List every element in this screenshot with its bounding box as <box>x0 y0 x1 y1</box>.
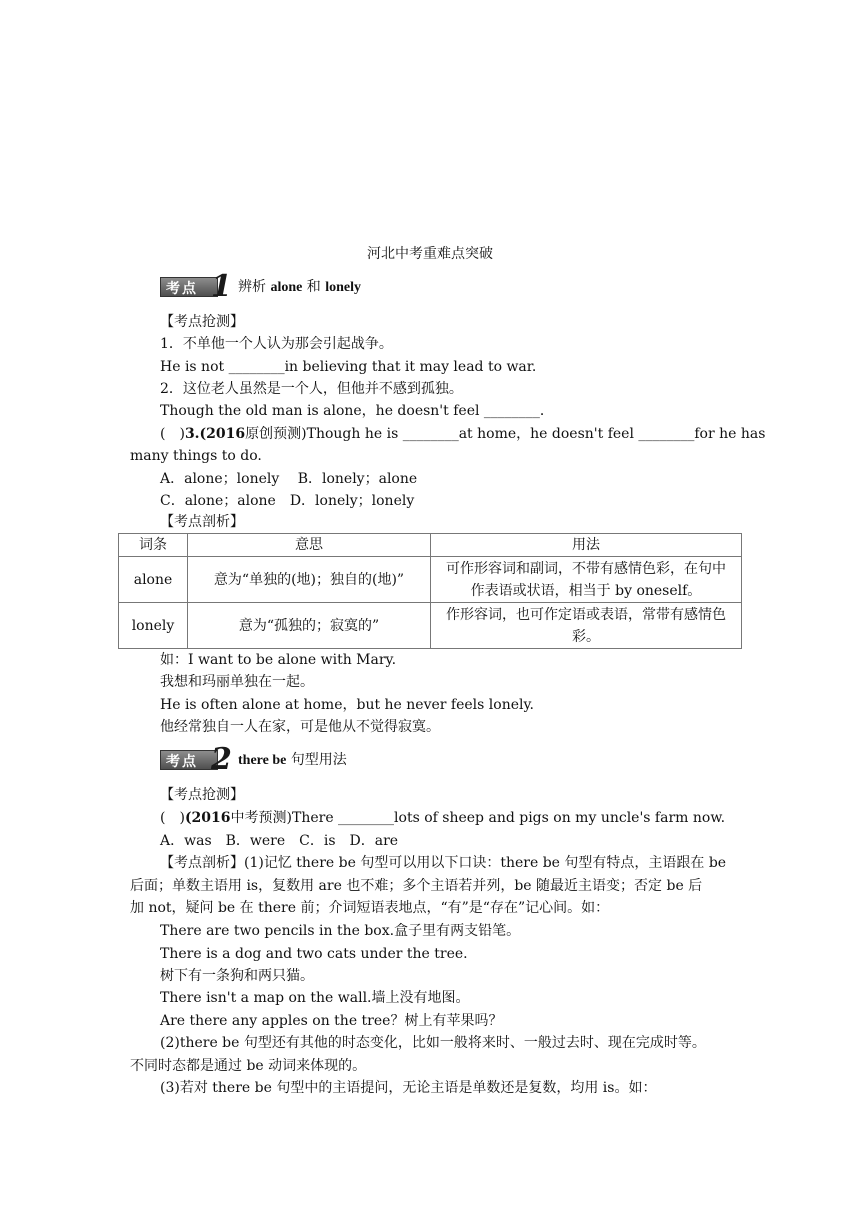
example-sec2-2-cn: 树下有一条狗和两只猫。 <box>160 968 314 984</box>
table-cell-word: alone <box>119 557 188 603</box>
kaodian-1-title: 辨析 alone 和 lonely <box>238 279 362 295</box>
table-row <box>119 557 742 603</box>
question-1-cn: 1．不单他一个人认为那会引起战争。 <box>160 336 393 352</box>
kaodian-1-badge <box>160 269 234 304</box>
example-2-cn: 他经常独自一人在家，可是他从不觉得寂寞。 <box>160 719 440 735</box>
example-1-en: 如：I want to be alone with Mary. <box>160 652 397 668</box>
analysis-para-2b: 不同时态都是通过 be 动词来体现的。 <box>130 1058 367 1074</box>
options-row-1: A．alone；lonely B．lonely；alone <box>160 471 418 487</box>
analysis-para-1b: 后面；单数主语用 is，复数用 are 也不难；多个主语若并列，be 随最近主语变；否定 be 后 <box>130 878 703 894</box>
table-header-usage: 用法 <box>431 534 742 557</box>
question-2-cn: 2．这位老人虽然是一个人，但他并不感到孤独。 <box>160 381 463 397</box>
analysis-para-1a: 【考点剖析】(1)记忆 there be 句型可以用以下口诀：there be 句型有特点，主语跟在 be <box>160 855 727 871</box>
table-cell-word: lonely <box>119 603 188 649</box>
table-cell-usage: 可作形容词和副词，不带有感情色彩，在句中 作表语或状语，相当于 by oneself。 <box>431 557 742 603</box>
practice-header: 【考点抢测】 <box>160 314 244 330</box>
badge-number: 2 <box>211 742 232 777</box>
question-2-en: Though the old man is alone，he doesn't feel ________． <box>160 403 554 419</box>
page-title: 河北中考重难点突破 <box>367 246 493 262</box>
table-cell-meaning: 意为“孤独的；寂寞的” <box>188 603 431 649</box>
badge-label: 考点 <box>166 281 198 297</box>
question-3: ( )3.(2016原创预测)Though he is ________at home，he doesn't feel ________for he has <box>160 426 766 442</box>
analysis-para-3: (3)若对 there be 句型中的主语提问，无论主语是单数还是复数，均用 is。如： <box>160 1080 657 1096</box>
analysis-para-2a: (2)there be 句型还有其他的时态变化，比如一般将来时、一般过去时、现在完成时等。 <box>160 1035 706 1051</box>
table-header-word: 词条 <box>119 534 188 557</box>
example-2-en: He is often alone at home，but he never feels lonely. <box>160 697 534 713</box>
analysis-table <box>118 533 742 649</box>
analysis-para-1c: 加 not，疑问 be 在 there 前；介词短语表地点，“有”是“存在”记心间。如： <box>130 900 610 916</box>
table-cell-meaning: 意为“单独的(地)；独自的(地)” <box>188 557 431 603</box>
example-sec2-4: Are there any apples on the tree？树上有苹果吗？ <box>160 1013 503 1029</box>
practice-header-2: 【考点抢测】 <box>160 787 244 803</box>
options-row-2: C．alone；alone D．lonely；lonely <box>160 493 415 509</box>
question-1-en: He is not ________in believing that it may lead to war. <box>160 359 537 375</box>
table-row <box>119 603 742 649</box>
question-sec2: ( )(2016中考预测)There ________lots of sheep and pigs on my uncle's farm now. <box>160 810 726 826</box>
kaodian-1-heading <box>160 269 362 304</box>
question-3-cont: many things to do. <box>130 448 262 464</box>
kaodian-2-heading <box>160 742 347 777</box>
kaodian-2-title: there be 句型用法 <box>238 752 347 768</box>
analysis-header: 【考点剖析】 <box>160 514 244 530</box>
options-sec2: A．was B．were C．is D．are <box>160 833 399 849</box>
badge-label: 考点 <box>166 754 198 770</box>
table-cell-usage: 作形容词，也可作定语或表语，常带有感情色 彩。 <box>431 603 742 649</box>
kaodian-2-badge <box>160 742 234 777</box>
example-sec2-2-en: There is a dog and two cats under the tree. <box>160 946 468 962</box>
table-header-meaning: 意思 <box>188 534 431 557</box>
badge-number: 1 <box>211 269 232 304</box>
example-sec2-3: There isn't a map on the wall.墙上没有地图。 <box>160 990 470 1006</box>
example-1-cn: 我想和玛丽单独在一起。 <box>160 674 314 690</box>
example-sec2-1: There are two pencils in the box.盒子里有两支铅笔。 <box>160 923 521 939</box>
